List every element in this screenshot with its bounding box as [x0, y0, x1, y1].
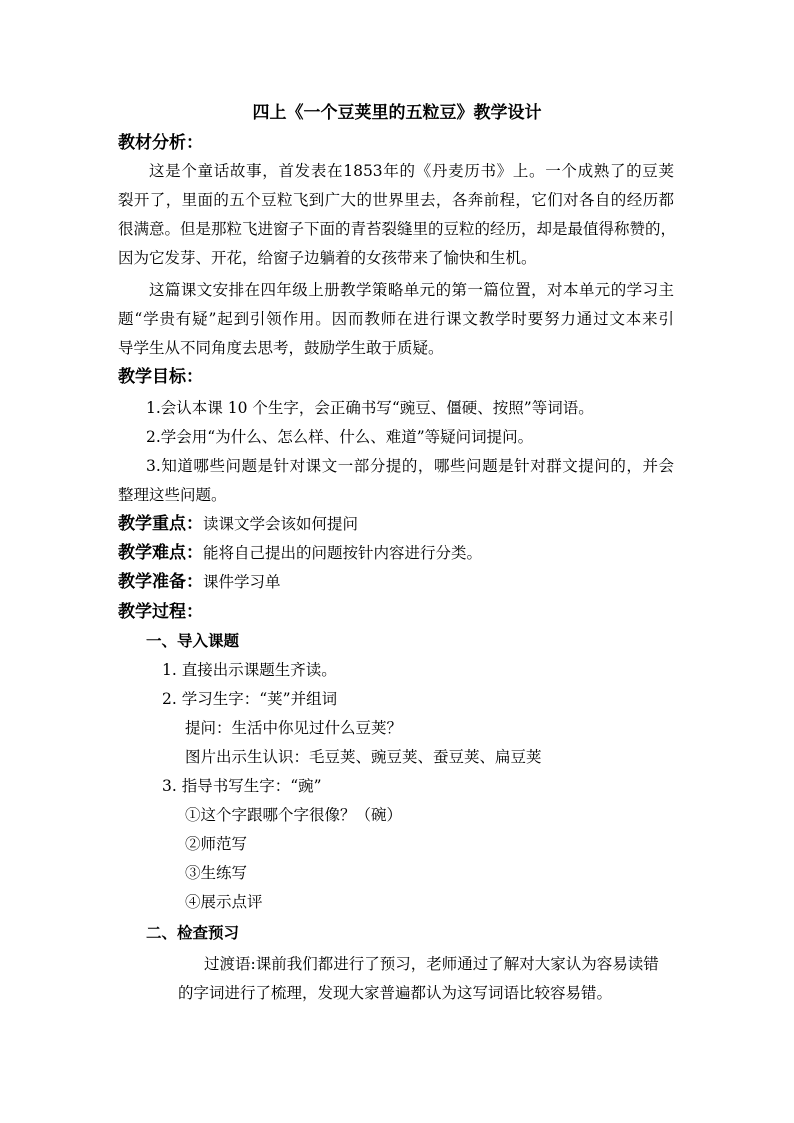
part2-para-line1: 过渡语:课前我们都进行了预习，老师通过了解对大家认为容易读错: [204, 955, 659, 973]
analysis-para2-line1: 这篇课文安排在四年级上册教学策略单元的第一篇位置，对本单元的学习主: [149, 281, 674, 299]
goal-item-1: 1.会认本课 10 个生字，会正确书写“豌豆、僵硬、按照”等词语。: [146, 399, 594, 417]
part1-step2: 2. 学习生字：“荚”并组词: [162, 690, 338, 708]
part1-title: 一、导入课题: [146, 631, 240, 650]
difficulty-label: 教学难点：: [118, 543, 203, 563]
part1-sub4: ④展示点评: [185, 893, 263, 911]
difficulty-row: [118, 542, 482, 564]
part1-step1: 1. 直接出示课题生齐读。: [162, 661, 337, 679]
process-heading: 教学过程：: [118, 602, 203, 622]
goals-heading: 教学目标：: [118, 367, 203, 387]
analysis-para1-line2: 裂开了，里面的五个豆粒飞到广大的世界里去，各奔前程，它们对各自的经历都: [118, 191, 674, 209]
part1-sub3: ③生练写: [185, 864, 248, 882]
analysis-para1-line4: 因为它发芽、开花，给窗子边躺着的女孩带来了愉快和生机。: [118, 249, 537, 267]
focus-text: 读课文学会该如何提问: [203, 515, 359, 533]
analysis-heading: 教材分析：: [118, 133, 203, 153]
difficulty-text: 能将自己提出的问题按针内容进行分类。: [203, 544, 483, 562]
part2-para-line2: 的字词进行了梳理，发现大家普遍都认为这写词语比较容易错。: [178, 984, 613, 1002]
focus-label: 教学重点：: [118, 514, 203, 534]
preparation-label: 教学准备：: [118, 572, 203, 592]
analysis-para2-line3: 导学生从不同角度去思考，鼓励学生敢于质疑。: [118, 339, 444, 357]
preparation-text: 课件学习单: [203, 573, 281, 591]
part1-step2-pictures: 图片出示生认识：毛豆荚、豌豆荚、蚕豆荚、扁豆荚: [185, 748, 542, 766]
goal-item-3-line2: 整理这些问题。: [118, 486, 227, 504]
document-title: 四上《一个豆荚里的五粒豆》教学设计: [252, 103, 542, 123]
focus-row: [118, 513, 358, 535]
part1-step3: 3. 指导书写生字：“豌”: [162, 777, 322, 795]
preparation-row: [118, 571, 281, 593]
analysis-para1-line3: 很满意。但是那粒飞进窗子下面的青苔裂缝里的豆粒的经历，却是最值得称赞的，: [118, 220, 677, 238]
goal-item-3-line1: 3.知道哪些问题是针对课文一部分提的，哪些问题是针对群文提问的，并会: [146, 457, 674, 475]
analysis-para1-line1: 这是个童话故事，首发表在1853年的《丹麦历书》上。一个成熟了的豆荚: [149, 162, 674, 180]
part1-step2-question: 提问：生活中你见过什么豆荚？: [185, 719, 403, 737]
part2-title: 二、检查预习: [146, 923, 240, 942]
part1-sub2: ②师范写: [185, 835, 248, 853]
goal-item-2: 2.学会用“为什么、怎么样、什么、难道”等疑问词提问。: [146, 428, 534, 446]
analysis-para2-line2: 题“学贵有疑”起到引领作用。因而教师在进行课文教学时要努力通过文本来引: [118, 310, 674, 328]
part1-sub1: ①这个字跟哪个字很像？（碗）: [185, 806, 403, 824]
